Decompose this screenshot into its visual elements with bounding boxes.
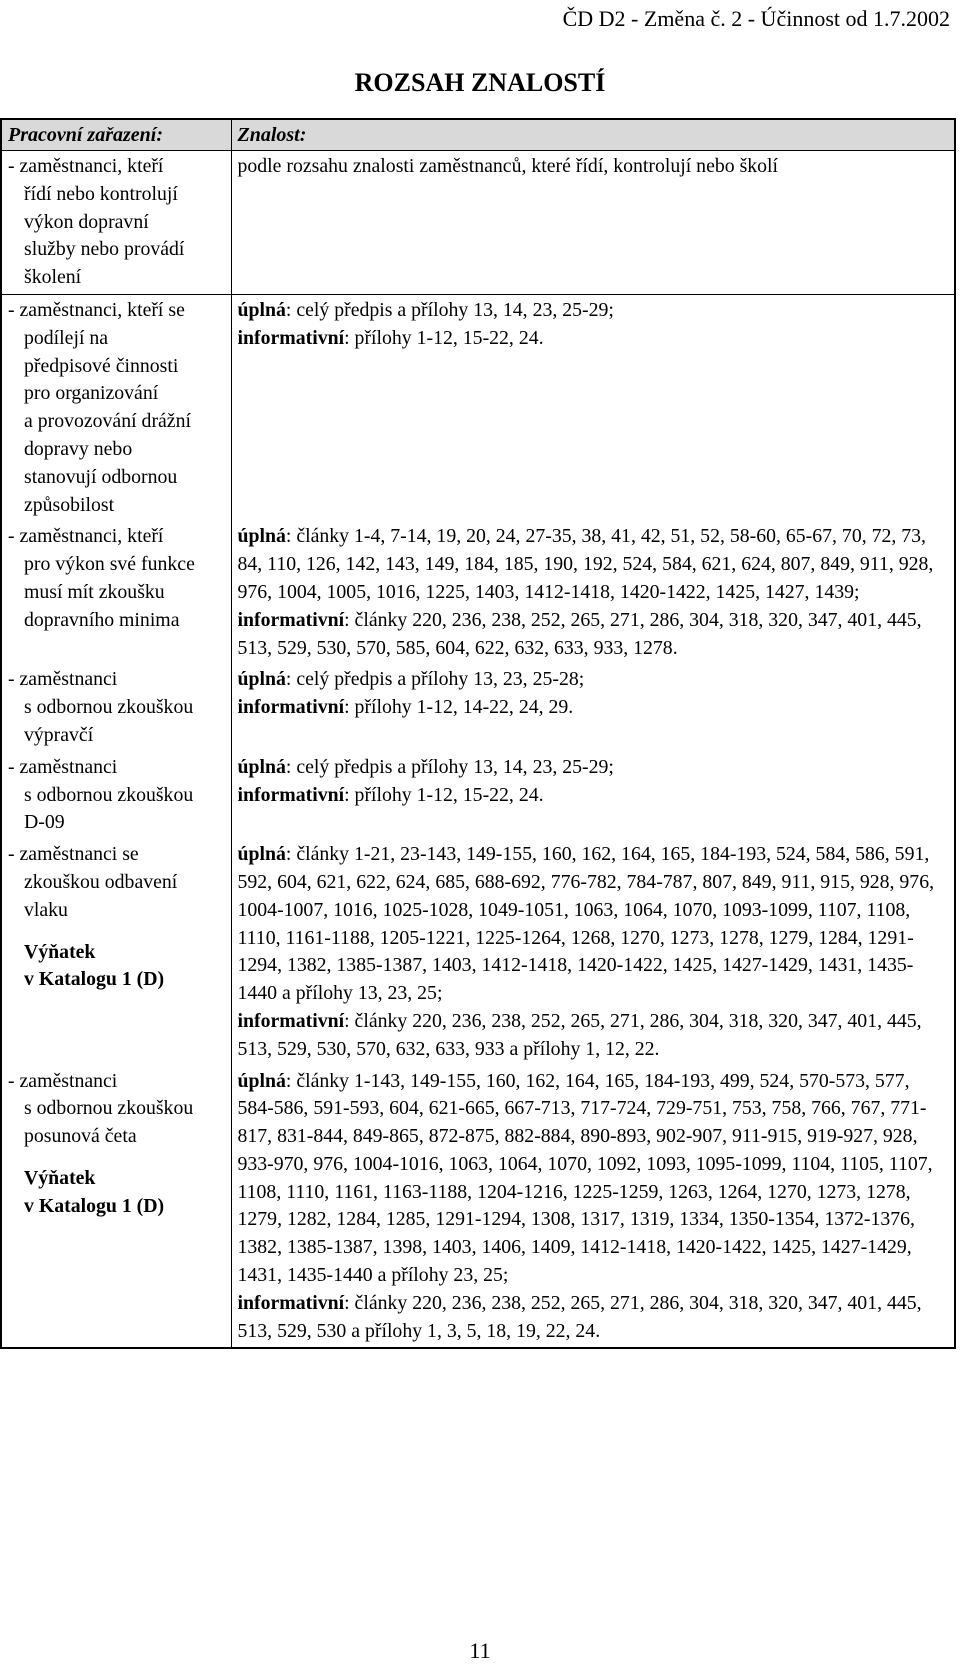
informative-label: informativní	[237, 783, 345, 806]
knowledge-cell	[231, 151, 955, 295]
role-cell	[1, 521, 231, 664]
full-knowledge	[238, 523, 949, 606]
role-cell	[1, 664, 231, 751]
table-row	[1, 151, 955, 295]
informative-text: : články 220, 236, 238, 252, 265, 271, 286, 304, 318, 320, 347, 401, 445, 513, 529, 530, 570, 632, 633, 933 a přílohy 1, 12, 22.	[237, 1009, 922, 1060]
informative-label: informativní	[237, 1291, 345, 1314]
knowledge-cell	[231, 521, 955, 664]
informative-text: : přílohy 1-12, 14-22, 24, 29.	[344, 696, 574, 719]
role-line: stanovují odbornou	[24, 465, 178, 488]
full-text: : články 1-143, 149-155, 160, 162, 164, 165, 184-193, 499, 524, 570-573, 577, 584-586, 591-593, 604, 621-665, 667-713, 717-724, 729-751, 753, 758, 766, 767, 771-817, 831-844, 849-865, 872-875, 882-884, 890-893, 902-907, 911-915, 919-927, 928, 933-970, 976, 1004-1016, 1063, 1064, 1070, 1092, 1093, 1095-1099, 1104, 1105, 1107, 1108, 1110, 1161, 1163-1188, 1204-1216, 1225-1259, 1263, 1264, 1270, 1273, 1278, 1279, 1282, 1284, 1285, 1291-1294, 1308, 1317, 1319, 1334, 1350-1354, 1372-1376, 1382, 1385-1387, 1398, 1403, 1406, 1409, 1412-1418, 1420-1422, 1425, 1427-1429, 1431, 1435-1440 a přílohy 23, 25;	[237, 1069, 933, 1287]
full-text: : články 1-4, 7-14, 19, 20, 24, 27-35, 38, 41, 42, 51, 52, 58-60, 65-67, 70, 72, 73, 84, 110, 126, 142, 143, 149, 184, 185, 190, 192, 524, 584, 621, 624, 807, 849, 911, 928, 976, 1004, 1005, 1016, 1225, 1403, 1412-1418, 1420-1422, 1425, 1427, 1439;	[237, 525, 934, 603]
role-line: D-09	[24, 811, 65, 834]
role-cell	[1, 1066, 231, 1349]
catalog-excerpt-note: v Katalogu 1 (D)	[24, 968, 165, 991]
role-cell	[1, 294, 231, 521]
role-line: s odbornou zkouškou	[24, 783, 194, 806]
role-line: - zaměstnanci	[8, 1069, 118, 1092]
table-row	[1, 752, 955, 839]
spacer	[8, 925, 225, 939]
table-header-row	[1, 119, 955, 151]
role-cell	[1, 752, 231, 839]
role-line: pro organizování	[24, 382, 159, 405]
full-knowledge	[238, 1068, 949, 1290]
informative-knowledge	[238, 782, 949, 810]
role-line: a provozování drážní	[24, 410, 191, 433]
role-line: - zaměstnanci, kteří se	[8, 298, 185, 321]
informative-text: : přílohy 1-12, 15-22, 24.	[344, 783, 544, 806]
informative-knowledge	[238, 325, 949, 353]
full-knowledge	[238, 666, 949, 694]
full-label: úplná	[237, 525, 286, 548]
role-line: služby nebo provádí	[24, 238, 185, 261]
table-row	[1, 839, 955, 1065]
informative-text: : články 220, 236, 238, 252, 265, 271, 286, 304, 318, 320, 347, 401, 445, 513, 529, 530, 570, 585, 604, 622, 632, 633, 933, 1278.	[237, 608, 922, 659]
role-line: výpravčí	[24, 723, 94, 746]
column-header-role: Pracovní zařazení:	[1, 119, 231, 151]
page-heading: ROZSAH ZNALOSTÍ	[354, 68, 606, 97]
document-header-note: ČD D2 - Změna č. 2 - Účinnost od 1.7.2002	[562, 6, 950, 31]
full-text: : celý předpis a přílohy 13, 14, 23, 25-29;	[285, 755, 614, 778]
full-text: : články 1-21, 23-143, 149-155, 160, 162, 164, 165, 184-193, 524, 584, 586, 591, 592, 604, 621, 622, 624, 685, 688-692, 776-782, 784-787, 807, 849, 911, 915, 928, 976, 1004-1007, 1016, 1025-1028, 1049-1051, 1063, 1064, 1070, 1093-1099, 1107, 1108, 1110, 1161-1188, 1205-1221, 1225-1264, 1268, 1270, 1273, 1278, 1279, 1284, 1291-1294, 1382, 1385-1387, 1403, 1412-1418, 1420-1422, 1425, 1427-1429, 1431, 1435-1440 a přílohy 13, 23, 25;	[237, 843, 935, 1005]
role-line: - zaměstnanci se	[8, 843, 139, 866]
full-label: úplná	[237, 298, 286, 321]
role-line: musí mít zkoušku	[24, 580, 165, 603]
role-line: způsobilost	[24, 493, 115, 516]
role-line: - zaměstnanci	[8, 755, 118, 778]
full-text: : celý předpis a přílohy 13, 23, 25-28;	[285, 668, 585, 691]
informative-text: : články 220, 236, 238, 252, 265, 271, 286, 304, 318, 320, 347, 401, 445, 513, 529, 530 a přílohy 1, 3, 5, 18, 19, 22, 24.	[237, 1291, 922, 1342]
informative-label: informativní	[237, 608, 345, 631]
role-line: dopravy nebo	[24, 437, 133, 460]
knowledge-cell	[231, 752, 955, 839]
full-label: úplná	[237, 668, 286, 691]
role-line: - zaměstnanci	[8, 668, 118, 691]
table-row	[1, 521, 955, 664]
table-row	[1, 1066, 955, 1349]
spacer	[8, 1151, 225, 1165]
role-line: - zaměstnanci, kteří	[8, 525, 164, 548]
role-line: zkouškou odbavení	[24, 870, 178, 893]
role-line: výkon dopravní	[24, 210, 149, 233]
informative-label: informativní	[237, 326, 345, 349]
role-cell	[1, 151, 231, 295]
knowledge-cell	[231, 839, 955, 1065]
page-number: 11	[469, 1638, 491, 1663]
informative-knowledge	[238, 1290, 949, 1346]
informative-text: : přílohy 1-12, 15-22, 24.	[344, 326, 544, 349]
informative-label: informativní	[237, 1009, 345, 1032]
catalog-excerpt-note: v Katalogu 1 (D)	[24, 1194, 165, 1217]
full-knowledge	[238, 841, 949, 1008]
full-label: úplná	[237, 755, 286, 778]
knowledge-scope-table	[0, 118, 956, 1349]
full-label: úplná	[237, 1069, 286, 1092]
catalog-excerpt-note: Výňatek	[24, 1166, 96, 1189]
role-line: dopravního minima	[24, 608, 180, 631]
full-knowledge	[238, 297, 949, 325]
role-line: školení	[24, 266, 82, 289]
role-line: řídí nebo kontrolují	[24, 182, 178, 205]
full-knowledge	[238, 754, 949, 782]
role-line: podílejí na	[24, 326, 109, 349]
role-line: s odbornou zkouškou	[24, 1097, 194, 1120]
role-line: vlaku	[24, 898, 68, 921]
informative-label: informativní	[237, 696, 345, 719]
role-line: posunová četa	[24, 1125, 137, 1148]
table-row	[1, 664, 955, 751]
knowledge-cell	[231, 1066, 955, 1349]
informative-knowledge	[238, 1008, 949, 1064]
role-line: - zaměstnanci, kteří	[8, 155, 164, 177]
full-label: úplná	[237, 843, 286, 866]
role-line: předpisové činnosti	[24, 354, 179, 377]
informative-knowledge	[238, 607, 949, 663]
table-row	[1, 294, 955, 521]
catalog-excerpt-note: Výňatek	[24, 940, 96, 963]
column-header-knowledge: Znalost:	[231, 119, 955, 151]
knowledge-cell	[231, 294, 955, 521]
informative-knowledge	[238, 694, 949, 722]
role-cell	[1, 839, 231, 1065]
knowledge-cell	[231, 664, 955, 751]
role-line: s odbornou zkouškou	[24, 696, 194, 719]
full-text: : celý předpis a přílohy 13, 14, 23, 25-29;	[285, 298, 614, 321]
knowledge-text: podle rozsahu znalosti zaměstnanců, které řídí, kontrolují nebo školí	[237, 155, 779, 177]
role-line: pro výkon své funkce	[24, 553, 195, 576]
